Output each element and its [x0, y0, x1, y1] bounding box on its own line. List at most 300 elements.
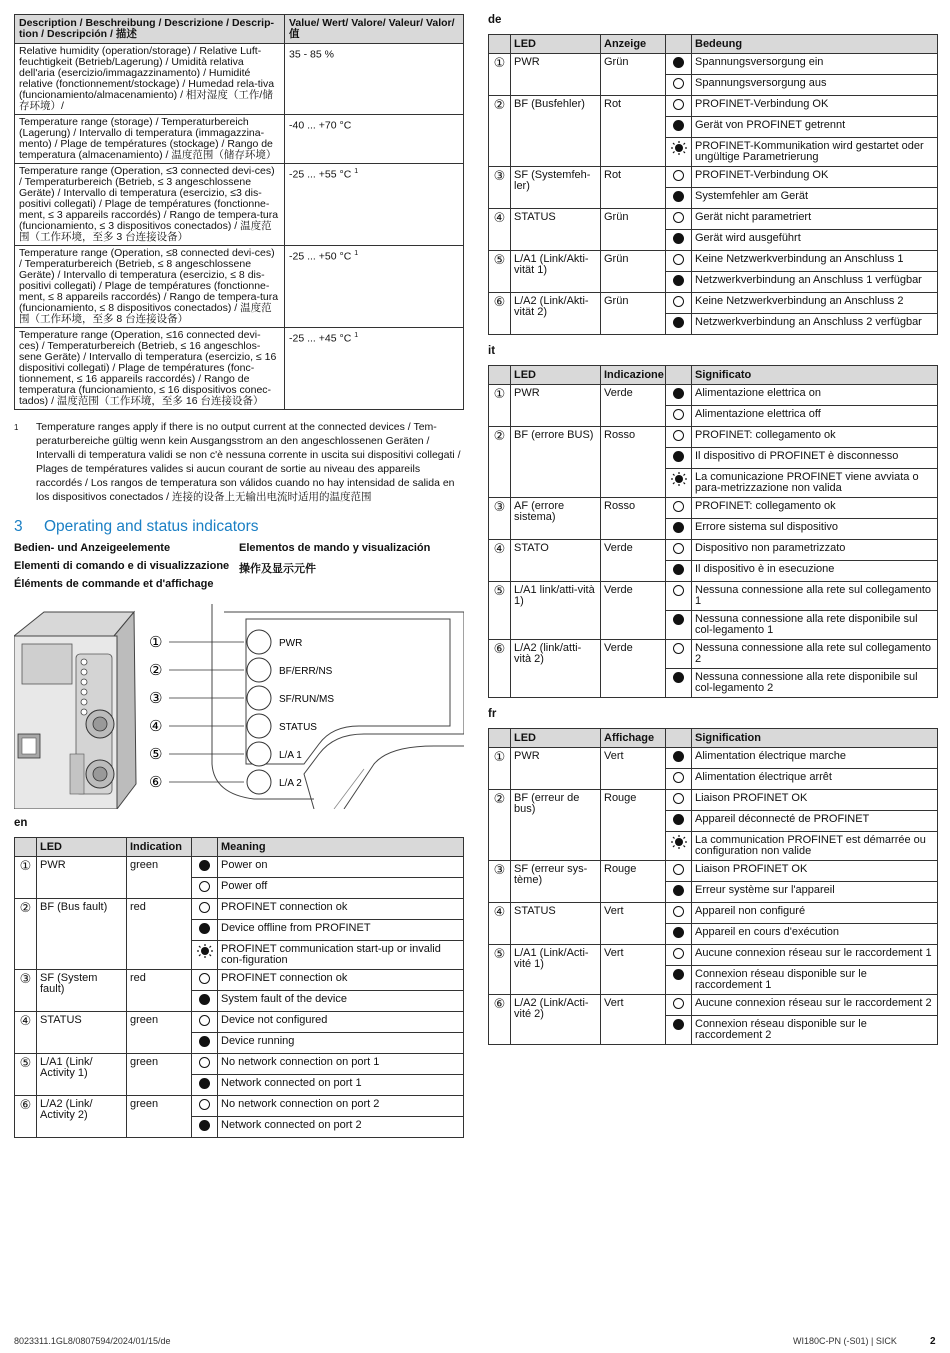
subtitle-de: Bedien- und Anzeigeelemente [14, 542, 171, 554]
led-meaning: Device running [218, 1033, 464, 1054]
led-on-icon [673, 522, 684, 533]
led-color: Rot [601, 167, 666, 209]
led-color: green [127, 1012, 192, 1054]
led-number: ② [15, 899, 37, 970]
led-color: green [127, 1054, 192, 1096]
table-row [489, 540, 938, 561]
led-indicator-icon [247, 770, 271, 794]
led-indicator-icon [247, 630, 271, 654]
state-cell [666, 924, 692, 945]
footer-product: WI180C-PN (-S01) | SICK [793, 1336, 897, 1346]
led-meaning: Il dispositivo di PROFINET è disconnesso [692, 448, 938, 469]
spec-row [15, 328, 464, 410]
state-cell [666, 138, 692, 167]
led-number: ② [489, 96, 511, 167]
led-meaning: Power on [218, 857, 464, 878]
led-on-icon [673, 885, 684, 896]
spec-value-cell [285, 115, 464, 164]
led-meaning: Keine Netzwerkverbindung an Anschluss 2 [692, 293, 938, 314]
state-cell [666, 1016, 692, 1045]
led-off-icon [673, 212, 684, 223]
table-row [15, 1054, 464, 1075]
led-meaning: La comunicazione PROFINET viene avviata o para-metrizzazione non valida [692, 469, 938, 498]
led-number: ④ [489, 540, 511, 582]
led-on-icon [673, 317, 684, 328]
state-cell [666, 406, 692, 427]
footnote-text: Temperature ranges apply if there is no output current at the connected devices / Tem-peraturbereiche gültig wenn kein Ausgangsstrom an den angeschlossenen Geräten / Intervalli di temperatura validi se non c'è nessuna corrente in uscita sui dispositivi collegati / Plages de températures valides si aucun courant de sortie au niveau des appareils raccordés / Los rangos de temperatura son válidos cuando no hay intensidad de salida en los dispositivos conectados / 连接的设备上无输出电流时适用的温度范围 [36, 421, 461, 503]
device-figure [14, 604, 464, 809]
led-number: ① [489, 385, 511, 427]
state-cell [666, 117, 692, 138]
spec-value-cell [285, 164, 464, 246]
led-name: PWR [511, 385, 601, 427]
led-name: SF (System fault) [37, 970, 127, 1012]
state-cell [666, 427, 692, 448]
header-indication: Indicazione [601, 366, 666, 385]
led-color: Rot [601, 96, 666, 167]
led-color: green [127, 1096, 192, 1138]
led-on-icon [673, 120, 684, 131]
led-color: red [127, 970, 192, 1012]
led-color: Rosso [601, 427, 666, 498]
led-on-icon [673, 751, 684, 762]
header-num [15, 838, 37, 857]
callout-number: ③ [149, 689, 163, 707]
state-cell [666, 861, 692, 882]
led-name: BF (Bus fault) [37, 899, 127, 970]
led-color: Grün [601, 209, 666, 251]
led-off-icon [673, 543, 684, 554]
led-number: ③ [15, 970, 37, 1012]
state-cell [666, 669, 692, 698]
device-housing-drawing [14, 612, 136, 809]
header-led: LED [511, 35, 601, 54]
spec-description: Temperature range (storage) / Temperaturbereich (Lagerung) / Intervallo di temperatura (immagazzina-mento) / Plage de températures (stockage) / Rango de temperatura (almacenamiento) / 温度范围（储存环境） [15, 115, 285, 164]
led-meaning: La communication PROFINET est démarrée ou configuration non valide [692, 832, 938, 861]
led-callout-row [149, 714, 317, 738]
led-off-icon [199, 1057, 210, 1068]
led-meaning: Spannungsversorgung aus [692, 75, 938, 96]
state-cell [666, 209, 692, 230]
led-indicator-icon [247, 714, 271, 738]
led-label: L/A 2 [279, 778, 302, 789]
led-number: ④ [489, 903, 511, 945]
footnote-ref: 1 [354, 168, 359, 175]
state-cell [666, 811, 692, 832]
state-cell [666, 582, 692, 611]
spec-row [15, 164, 464, 246]
led-number: ③ [489, 167, 511, 209]
header-num [489, 366, 511, 385]
table-row [489, 945, 938, 966]
lang-label-fr: fr [488, 708, 497, 720]
led-color: Grün [601, 54, 666, 96]
subtitle-es: Elementos de mando y visualización [239, 542, 431, 554]
led-on-icon [673, 614, 684, 625]
spec-value: -40 ... +70 °C [289, 119, 352, 132]
led-on-icon [673, 451, 684, 462]
led-meaning: Nessuna connessione alla rete sul collegamento 1 [692, 582, 938, 611]
led-blinking-icon [196, 944, 214, 958]
state-cell [192, 1012, 218, 1033]
state-cell [192, 991, 218, 1012]
led-on-icon [673, 233, 684, 244]
led-table-de [488, 34, 938, 335]
led-name: L/A2 (Link/Akti-vität 2) [511, 293, 601, 335]
led-color: Grün [601, 293, 666, 335]
spec-row [15, 44, 464, 115]
led-meaning: Alimentation électrique marche [692, 748, 938, 769]
spec-description: Temperature range (Operation, ≤8 connected devi-ces) / Temperaturbereich (Betrieb, ≤ 8 angeschlossene Geräte) / Intervallo di temperatura (esercizio, ≤ 8 dis-positivi collegati) / Plage de températures (fonctionne-ment, ≤ 8 appareils raccordés) / Rango de tempera-tura (funcionamiento, ≤ 8 dispositivos conectados) / 温度范围（工作环境，至多 8 台连接设备） [15, 246, 285, 328]
led-color: Vert [601, 945, 666, 995]
section-heading [14, 518, 464, 536]
led-meaning: Nessuna connessione alla rete disponibile sul col-legamento 1 [692, 611, 938, 640]
led-name: AF (errore sistema) [511, 498, 601, 540]
led-table-header [489, 729, 938, 748]
header-meaning: Bedeung [692, 35, 938, 54]
state-cell [192, 1033, 218, 1054]
led-off-icon [199, 1015, 210, 1026]
led-off-icon [673, 254, 684, 265]
led-callout-row [149, 686, 334, 710]
led-off-icon [673, 906, 684, 917]
led-name: L/A1 (Link/Akti-vität 1) [511, 251, 601, 293]
led-name: PWR [37, 857, 127, 899]
led-meaning: Il dispositivo è in esecuzione [692, 561, 938, 582]
header-meaning: Meaning [218, 838, 464, 857]
led-callout-rows [149, 630, 334, 794]
callout-number: ⑤ [149, 745, 163, 763]
led-meaning: No network connection on port 1 [218, 1054, 464, 1075]
state-cell [192, 1054, 218, 1075]
led-meaning: Network connected on port 2 [218, 1117, 464, 1138]
led-meaning: System fault of the device [218, 991, 464, 1012]
led-meaning: Netzwerkverbindung an Anschluss 1 verfügbar [692, 272, 938, 293]
callout-number: ⑥ [149, 773, 163, 791]
state-cell [666, 272, 692, 293]
spec-row [15, 246, 464, 328]
header-indication: Indication [127, 838, 192, 857]
led-number: ③ [489, 861, 511, 903]
led-name: L/A1 (Link/ Activity 1) [37, 1054, 127, 1096]
led-meaning: Dispositivo non parametrizzato [692, 540, 938, 561]
right-column [488, 12, 938, 1045]
table-row [15, 899, 464, 920]
callout-number: ④ [149, 717, 163, 735]
led-callout-row [149, 742, 302, 766]
state-cell [666, 385, 692, 406]
lang-label-en: en [14, 817, 28, 829]
spec-value: -25 ... +50 °C [289, 250, 352, 263]
led-meaning: Appareil déconnecté de PROFINET [692, 811, 938, 832]
led-number: ② [489, 427, 511, 498]
header-indication: Affichage [601, 729, 666, 748]
state-cell [666, 448, 692, 469]
state-cell [666, 769, 692, 790]
subtitle-empty [239, 578, 464, 592]
led-meaning: Gerät wird ausgeführt [692, 230, 938, 251]
state-cell [666, 540, 692, 561]
header-state [192, 838, 218, 857]
table-row [489, 54, 938, 75]
led-callout-row [149, 770, 302, 794]
led-color: red [127, 899, 192, 970]
led-on-icon [673, 57, 684, 68]
led-name: L/A1 link/atti-vità 1) [511, 582, 601, 640]
state-cell [666, 995, 692, 1016]
led-on-icon [199, 1078, 210, 1089]
led-off-icon [673, 99, 684, 110]
led-name: STATUS [511, 903, 601, 945]
led-meaning: PROFINET-Verbindung OK [692, 96, 938, 117]
led-off-icon [199, 902, 210, 913]
led-off-icon [673, 643, 684, 654]
led-meaning: Appareil non configuré [692, 903, 938, 924]
table-row [489, 640, 938, 669]
led-callout-row [149, 658, 333, 682]
led-label: BF/ERR/NS [279, 666, 333, 677]
table-row [489, 293, 938, 314]
page-number: 2 [930, 1336, 936, 1347]
led-table-fr [488, 728, 938, 1045]
state-cell [192, 970, 218, 991]
led-name: SF (Systemfeh-ler) [511, 167, 601, 209]
table-row [15, 970, 464, 991]
led-table-en [14, 837, 464, 1138]
led-off-icon [673, 772, 684, 783]
header-state [666, 729, 692, 748]
led-number: ⑤ [489, 251, 511, 293]
led-color: Rouge [601, 861, 666, 903]
table-row [489, 790, 938, 811]
led-name: PWR [511, 748, 601, 790]
footnote-ref: 1 [354, 250, 359, 257]
subtitle-fr: Éléments de commande et d'affichage [14, 578, 214, 590]
subtitle-it: Elementi di comando e di visualizzazione [14, 560, 230, 572]
state-cell [192, 857, 218, 878]
table-row [15, 1012, 464, 1033]
led-meaning: Device not configured [218, 1012, 464, 1033]
led-color: Verde [601, 385, 666, 427]
led-color: Verde [601, 640, 666, 698]
led-meaning: Spannungsversorgung ein [692, 54, 938, 75]
state-cell [666, 293, 692, 314]
led-on-icon [673, 1019, 684, 1030]
led-table-header [489, 366, 938, 385]
led-name: L/A2 (Link/ Activity 2) [37, 1096, 127, 1138]
led-indicator-icon [247, 686, 271, 710]
led-number: ⑥ [489, 640, 511, 698]
led-on-icon [199, 994, 210, 1005]
led-label: SF/RUN/MS [279, 694, 334, 705]
led-name: STATO [511, 540, 601, 582]
spec-table [14, 14, 464, 410]
led-name: BF (errore BUS) [511, 427, 601, 498]
state-cell [666, 640, 692, 669]
led-meaning: Alimentation électrique arrêt [692, 769, 938, 790]
led-indicator-icon [247, 658, 271, 682]
led-number: ⑥ [15, 1096, 37, 1138]
led-name: SF (erreur sys-tème) [511, 861, 601, 903]
spec-value: -25 ... +55 °C [289, 168, 352, 181]
state-cell [666, 251, 692, 272]
header-led: LED [37, 838, 127, 857]
table-row [489, 582, 938, 611]
state-cell [666, 230, 692, 251]
led-on-icon [199, 923, 210, 934]
led-color: Grün [601, 251, 666, 293]
led-blinking-icon [670, 141, 688, 155]
led-meaning: Netzwerkverbindung an Anschluss 2 verfügbar [692, 314, 938, 335]
led-on-icon [673, 275, 684, 286]
table-row [489, 96, 938, 117]
led-meaning: PROFINET-Kommunikation wird gestartet oder ungültige Parametrierung [692, 138, 938, 167]
state-cell [666, 75, 692, 96]
led-name: STATUS [511, 209, 601, 251]
led-color: Verde [601, 582, 666, 640]
led-number: ① [489, 54, 511, 96]
led-label: L/A 1 [279, 750, 302, 761]
header-num [489, 35, 511, 54]
state-cell [666, 561, 692, 582]
led-number: ② [489, 790, 511, 861]
spec-value-cell [285, 328, 464, 410]
device-illustration [14, 604, 464, 809]
led-meaning: Nessuna connessione alla rete disponibile sul col-legamento 2 [692, 669, 938, 698]
led-meaning: Aucune connexion réseau sur le raccordement 1 [692, 945, 938, 966]
led-number: ⑤ [489, 945, 511, 995]
header-meaning: Signification [692, 729, 938, 748]
led-number: ④ [489, 209, 511, 251]
led-on-icon [673, 672, 684, 683]
state-cell [192, 1075, 218, 1096]
footer-doc-id: 8023311.1GL8/0807594/2024/01/15/de [14, 1336, 171, 1346]
led-off-icon [673, 948, 684, 959]
led-meaning: Gerät von PROFINET getrennt [692, 117, 938, 138]
led-number: ⑤ [489, 582, 511, 640]
led-off-icon [673, 296, 684, 307]
led-number: ⑤ [15, 1054, 37, 1096]
table-row [489, 748, 938, 769]
state-cell [666, 748, 692, 769]
state-cell [666, 498, 692, 519]
led-meaning: PROFINET communication start-up or invalid con-figuration [218, 941, 464, 970]
led-off-icon [673, 585, 684, 596]
led-meaning: Device offline from PROFINET [218, 920, 464, 941]
spec-description: Relative humidity (operation/storage) / Relative Luft-feuchtigkeit (Betrieb/Lagerung) / Umidità relativa dell'aria (esercizio/immagazzinamento) / Humidité relative (fonctionnement/stockage) / Humedad rela-tiva (funcionamiento/almacenamiento) / 相对湿度（工作/储存环境）/ [15, 44, 285, 115]
footnote [14, 420, 464, 504]
table-row [489, 385, 938, 406]
spec-table-header [15, 15, 464, 44]
led-callout-row [149, 630, 302, 654]
state-cell [666, 188, 692, 209]
state-cell [192, 941, 218, 970]
led-color: Rouge [601, 790, 666, 861]
header-num [489, 729, 511, 748]
led-color: green [127, 857, 192, 899]
table-row [15, 857, 464, 878]
spec-description: Temperature range (Operation, ≤3 connected devi-ces) / Temperaturbereich (Betrieb, ≤ 3 angeschlossene Geräte) / Intervallo di temperatura (esercizio, ≤3 dis-positivi collegati) / Plage de températures (fonctionne-ment, ≤ 3 appareils raccordés) / Rango de tempera-tura (funcionamiento, ≤ 3 dispositivos conectados) / 温度范围（工作环境，至多 3 台连接设备） [15, 164, 285, 246]
state-cell [666, 611, 692, 640]
led-number: ① [15, 857, 37, 899]
led-meaning: PROFINET-Verbindung OK [692, 167, 938, 188]
spec-value-cell [285, 44, 464, 115]
state-cell [192, 878, 218, 899]
table-row [489, 427, 938, 448]
led-off-icon [673, 501, 684, 512]
led-on-icon [673, 564, 684, 575]
led-meaning: No network connection on port 2 [218, 1096, 464, 1117]
callout-number: ② [149, 661, 163, 679]
led-meaning: Nessuna connessione alla rete sul collegamento 2 [692, 640, 938, 669]
led-table-it [488, 365, 938, 698]
led-number: ① [489, 748, 511, 790]
state-cell [666, 96, 692, 117]
led-off-icon [199, 1099, 210, 1110]
table-row [489, 903, 938, 924]
led-off-icon [199, 973, 210, 984]
section-subtitles [14, 542, 464, 592]
state-cell [666, 903, 692, 924]
state-cell [666, 469, 692, 498]
led-meaning: PROFINET connection ok [218, 970, 464, 991]
led-name: L/A2 (Link/Acti-vité 2) [511, 995, 601, 1045]
led-color: Vert [601, 748, 666, 790]
table-row [489, 167, 938, 188]
section-number: 3 [14, 518, 23, 535]
table-row [489, 251, 938, 272]
state-cell [192, 920, 218, 941]
led-meaning: Liaison PROFINET OK [692, 790, 938, 811]
led-meaning: PROFINET connection ok [218, 899, 464, 920]
led-name: PWR [511, 54, 601, 96]
led-table-header [15, 838, 464, 857]
header-indication: Anzeige [601, 35, 666, 54]
header-meaning: Significato [692, 366, 938, 385]
led-indicator-icon [247, 742, 271, 766]
spec-value: -25 ... +45 °C [289, 332, 352, 345]
led-meaning: PROFINET: collegamento ok [692, 498, 938, 519]
led-color: Verde [601, 540, 666, 582]
led-number: ⑥ [489, 293, 511, 335]
lang-label-de: de [488, 14, 502, 26]
led-off-icon [673, 409, 684, 420]
led-name: L/A2 (link/atti-vità 2) [511, 640, 601, 698]
led-on-icon [199, 1036, 210, 1047]
led-meaning: Appareil en cours d'exécution [692, 924, 938, 945]
led-off-icon [673, 864, 684, 875]
spec-header-description: Description / Beschreibung / Descrizione / Descrip-tion / Descripción / 描述 [15, 15, 285, 44]
led-on-icon [673, 969, 684, 980]
table-row [489, 498, 938, 519]
state-cell [666, 519, 692, 540]
led-table-header [489, 35, 938, 54]
footnote-number: 1 [14, 423, 19, 432]
lang-label-it: it [488, 345, 496, 357]
led-name: BF (erreur de bus) [511, 790, 601, 861]
led-on-icon [673, 388, 684, 399]
led-on-icon [673, 191, 684, 202]
table-row [489, 209, 938, 230]
led-on-icon [673, 927, 684, 938]
led-off-icon [673, 78, 684, 89]
led-meaning: Alimentazione elettrica on [692, 385, 938, 406]
led-meaning: PROFINET: collegamento ok [692, 427, 938, 448]
header-led: LED [511, 729, 601, 748]
state-cell [192, 1117, 218, 1138]
table-row [489, 861, 938, 882]
header-led: LED [511, 366, 601, 385]
